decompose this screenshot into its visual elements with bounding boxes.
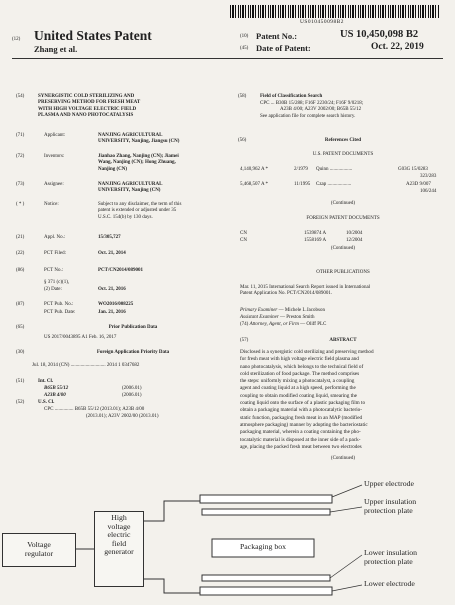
other-publication-line: Patent Application No. PCT/CN2014/089001. <box>240 291 333 297</box>
us-documents-title: U.S. PATENT DOCUMENTS <box>312 152 374 157</box>
foreign-ref-date: 12/2004 <box>346 238 363 243</box>
applicant-line: UNIVERSITY, Nanjing, Jiangsu (CN) <box>98 139 180 145</box>
title-line: PRESERVING METHOD FOR FRESH MEAT <box>38 100 141 106</box>
continued-abstract: (Continued) <box>330 456 356 461</box>
packaging-box-label: Packaging box <box>239 542 287 551</box>
appl-no-value: 15/305,727 <box>98 235 121 240</box>
attorney <box>240 322 326 328</box>
abstract-line: Disclosed is a synergistic cold sterilizing and preserving method <box>240 349 374 355</box>
abstract-line: the steps: uniformly mixing a photocatalyst, a coupling <box>240 378 355 385</box>
abstract-line: coupling to obtain modified coating liquid, smearing the <box>240 392 357 399</box>
date-label: Date of Patent: <box>256 43 311 53</box>
inventors-line: Jianhao Zhang, Nanjing (CN); Jiamei <box>98 154 179 159</box>
field-56-code: (56) <box>238 138 247 143</box>
abstract-line: for fresh meat with high voltage electric field plasma and <box>240 356 359 363</box>
foreign-priority-title: Foreign Application Priority Data <box>96 350 170 355</box>
invention-title <box>38 94 140 120</box>
field-58-code: (58) <box>238 94 247 99</box>
patent-number: US 10,450,098 B2 <box>340 29 419 40</box>
assignee-line: UNIVERSITY, Nanjing (CN) <box>98 188 161 194</box>
us-ref-subclass: 323/283 <box>420 174 437 179</box>
inventors-value <box>98 154 179 173</box>
field-87-code: (87) <box>16 302 25 307</box>
diagram-label: regulator <box>24 548 54 558</box>
diagram-label: electric <box>107 530 131 540</box>
field-52-code: (52) <box>16 400 25 405</box>
title-line: SYNERGISTIC COLD STERILIZING AND <box>38 94 135 99</box>
abstract-title: ABSTRACT <box>329 338 357 343</box>
field-22-code: (22) <box>16 251 25 256</box>
barcode <box>230 5 440 18</box>
barcode-number: US010450098B2 <box>300 19 344 25</box>
primary-examiner <box>240 308 325 314</box>
foreign-priority-line: Jul. 18, 2014 (CN) ............................ 2014 1 0347682 <box>32 363 140 368</box>
abstract-line: nano photocatalysis, which belongs to the technical field of <box>240 363 364 370</box>
assistant-examiner <box>240 315 314 321</box>
header-rule <box>12 58 443 59</box>
classification-search-lines <box>260 101 363 120</box>
int-cl-1: B65B 55/12 <box>44 386 69 391</box>
diagram-label: Voltage <box>27 540 51 549</box>
int-cl-2: A23B 4/00 <box>44 393 66 398</box>
foreign-ref-no: 1539874 A <box>304 231 327 236</box>
inventors-line: Wang, Nanjing (CN); Hong Zhuang, <box>98 160 176 166</box>
diagram-label: protection plate <box>364 556 413 566</box>
abstract-line: agent and coating liquid at a high speed, performing the <box>240 385 356 392</box>
abstract-line: static function, packaging fresh meat in an MAP (modified <box>240 414 363 421</box>
field-generator-box <box>94 511 144 587</box>
left-column <box>16 94 228 454</box>
lower-electrode-label: Lower electrode <box>364 579 415 588</box>
other-publication-line: Mar. 11, 2015 International Search Report issued in International <box>240 285 371 290</box>
us-ref-no: 4,140,962 A * <box>240 167 269 172</box>
int-cl-label: Int. Cl. <box>38 379 54 384</box>
notice-line: Subject to any disclaimer, the term of this <box>98 202 182 207</box>
notice-label: Notice: <box>44 202 59 207</box>
notice-value <box>98 202 181 221</box>
us-cl-line-1: CPC ............... B65B 55/12 (2013.01); A23B 4/00 <box>44 407 145 412</box>
attorney-name: — Oliff PLC <box>300 322 327 327</box>
applicant-label: Applicant: <box>44 133 66 138</box>
primary-examiner-name: — Michele L Jacobson <box>278 308 325 313</box>
upper-insulation-label <box>364 498 416 515</box>
prior-publication-title: Prior Publication Data <box>108 325 158 330</box>
header-code-12: (12) <box>12 37 21 42</box>
classification-line: A23B 4/00; A23V 2002/00; B65B 55/12 <box>280 107 362 113</box>
section-371-date-label: (2) Date: <box>44 287 62 292</box>
inventor-short: Zhang et al. <box>34 44 78 54</box>
section-371-date: Oct. 21, 2016 <box>98 287 126 292</box>
attorney-label: Attorney, Agent, or Firm <box>249 322 299 327</box>
abstract-text <box>240 349 448 451</box>
us-ref-subclass: 106/244 <box>420 189 437 194</box>
references-cited-title: References Cited <box>324 138 362 143</box>
appl-no-label: Appl. No.: <box>44 235 66 240</box>
title-line: PLASMA AND NANO PHOTOCATALYSIS <box>38 113 134 119</box>
assistant-examiner-name: — Preston Smith <box>280 315 315 320</box>
field-30-code: (30) <box>16 350 25 355</box>
primary-examiner-label: Primary Examiner <box>240 308 278 313</box>
abstract-line: tocatalytic material is disposed at the inner side of a pack- <box>240 436 361 443</box>
header-code-10: (10) <box>240 34 249 39</box>
abstract-line: atmosphere packaging) manner by adopting the bacteriostatic <box>240 421 368 428</box>
inventors-label: Inventors: <box>44 154 65 159</box>
applicant-value <box>98 133 179 146</box>
patent-date: Oct. 22, 2019 <box>371 42 424 52</box>
classification-line: CPC ... B30B 15/288; F16F 2230/24; F16F 9/0218; <box>260 101 364 106</box>
notice-line: U.S.C. 154(b) by 130 days. <box>98 214 153 220</box>
diagram-label: generator <box>104 547 134 557</box>
continued-foreign: (Continued) <box>330 246 356 251</box>
field-21-code: (21) <box>16 235 25 240</box>
classification-search-title: Field of Classification Search <box>260 94 323 99</box>
us-ref-no: 5,468,507 A * <box>240 182 269 187</box>
notice-line: patent is extended or adjusted under 35 <box>98 208 177 214</box>
header-code-45: (45) <box>240 46 249 51</box>
diagram-label: voltage <box>107 521 131 531</box>
other-publications-title: OTHER PUBLICATIONS <box>316 270 370 275</box>
abstract-line: cold sterilization of food package. The method comprises <box>240 370 360 377</box>
assignee-value <box>98 182 162 195</box>
us-ref-date: 2/1979 <box>294 167 308 172</box>
us-ref-name: Quinn .................. <box>316 167 353 172</box>
notice-code: ( * ) <box>16 202 25 207</box>
patent-no-label: Patent No.: <box>256 31 298 41</box>
diagram-label: field <box>111 538 127 548</box>
us-cl-label: U.S. Cl. <box>38 400 55 405</box>
field-51-code: (51) <box>16 379 25 384</box>
voltage-regulator-box <box>2 533 76 567</box>
other-publications-text <box>240 285 370 298</box>
us-ref-name: Czap ................... <box>316 182 352 187</box>
right-column <box>238 94 448 464</box>
prior-publication-line: US 2017/0043895 A1 Feb. 16, 2017 <box>44 335 117 340</box>
diagram-label: protection plate <box>364 505 413 515</box>
pct-pub-no-value: WO2016/008225 <box>98 302 134 307</box>
classification-line: See application file for complete search history. <box>260 113 356 119</box>
diagram-label: Lower insulation <box>364 548 418 557</box>
diagram-label: High <box>111 513 127 522</box>
field-72-code: (72) <box>16 154 25 159</box>
foreign-documents-title: FOREIGN PATENT DOCUMENTS <box>306 216 380 221</box>
field-65-code: (65) <box>16 325 25 330</box>
field-73-code: (73) <box>16 182 25 187</box>
continued-us: (Continued) <box>330 201 356 206</box>
int-cl-1-year: (2006.01) <box>122 386 142 391</box>
pct-no-label: PCT No.: <box>44 268 64 273</box>
field-86-code: (86) <box>16 268 25 273</box>
us-ref-class: A23D 9/007 <box>406 182 431 187</box>
assignee-label: Assignee: <box>44 182 64 187</box>
pct-no-value: PCT/CN2014/089001 <box>98 268 143 273</box>
title-line: WITH HIGH VOLTAGE ELECTRIC FIELD <box>38 106 137 112</box>
attorney-code: (74) <box>240 322 249 327</box>
applicant-line: NANJING AGRICULTURAL <box>98 133 163 138</box>
us-ref-class: G03G 15/0283 <box>398 167 428 172</box>
pct-filed-value: Oct. 21, 2014 <box>98 251 126 256</box>
diagram-label: Upper insulation <box>364 497 417 506</box>
pct-filed-label: PCT Filed: <box>44 251 66 256</box>
foreign-ref-date: 10/2004 <box>346 231 363 236</box>
us-ref-date: 11/1995 <box>294 182 311 187</box>
assistant-examiner-label: Assistant Examiner <box>240 315 279 320</box>
abstract-line: obtain a packaging material with a photocatalytic bacterio- <box>240 407 362 414</box>
section-371-label: § 371 (c)(1), <box>44 280 70 285</box>
lower-insulation-label <box>364 549 417 566</box>
foreign-ref-cc: CN <box>240 238 247 243</box>
pct-pub-no-label: PCT Pub. No.: <box>44 302 74 307</box>
pct-pub-date-value: Jan. 21, 2016 <box>98 310 126 315</box>
us-cl-line-2: (2013.01); A23V 2002/00 (2013.01) <box>86 414 159 419</box>
int-cl-2-year: (2006.01) <box>122 393 142 398</box>
abstract-line: packaging material, wherein a coating containing the pho- <box>240 429 361 436</box>
inventors-line: Nanjing (CN) <box>98 166 128 172</box>
abstract-line: age, placing the packed fresh meat between two electrodes <box>240 443 362 450</box>
field-71-code: (71) <box>16 133 25 138</box>
abstract-line: coating liquid onto the surface of a plastic packaging film to <box>240 400 366 407</box>
pct-pub-date-label: PCT Pub. Date: <box>44 310 76 315</box>
upper-electrode-label: Upper electrode <box>364 479 415 488</box>
foreign-ref-no: 1558169 A <box>304 238 327 243</box>
field-57-code: (57) <box>240 338 249 343</box>
assignee-line: NANJING AGRICULTURAL <box>98 182 163 187</box>
field-54-code: (54) <box>16 94 25 99</box>
apparatus-diagram <box>0 475 455 603</box>
foreign-ref-cc: CN <box>240 231 247 236</box>
patent-type-title: United States Patent <box>34 28 152 43</box>
